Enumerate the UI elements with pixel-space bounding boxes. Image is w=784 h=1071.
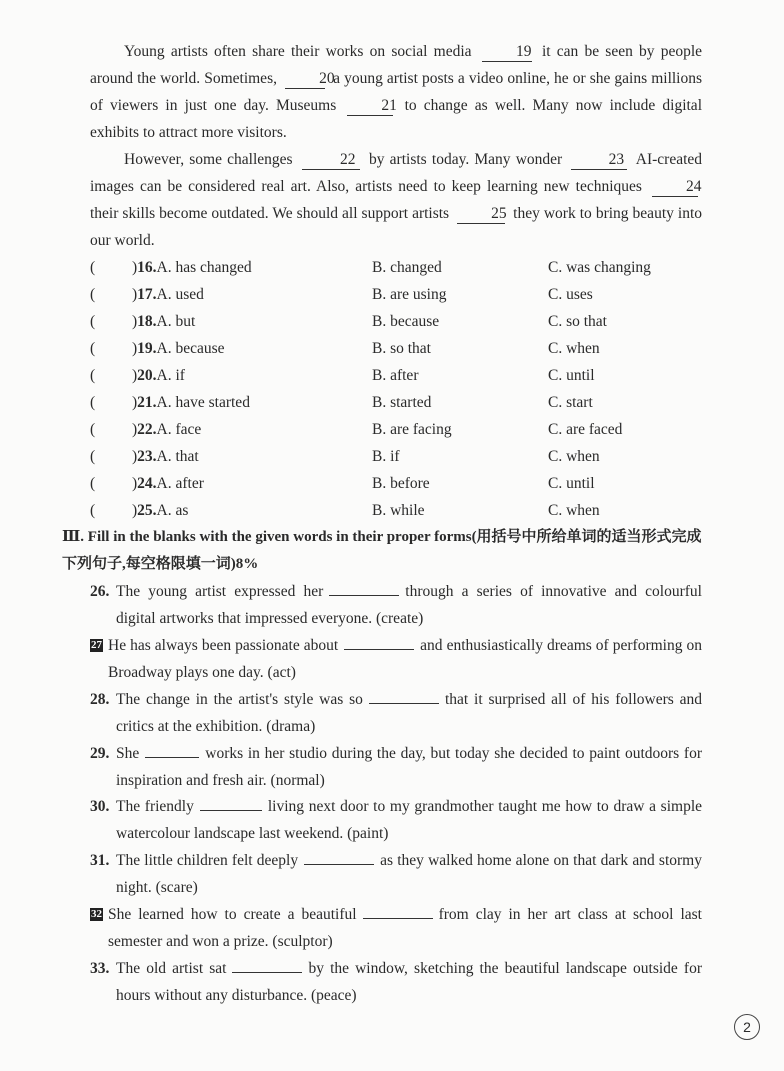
option-row[interactable]: ( )19.A. because B. so that C. when — [90, 340, 600, 357]
option-row[interactable]: ( )17.A. used B. are using C. uses — [90, 286, 593, 303]
option-row[interactable]: ( )22.A. face B. are facing C. are faced — [90, 421, 623, 438]
passage-paragraph-1 — [90, 38, 702, 146]
option-row[interactable]: ( )21.A. have started B. started C. start — [90, 394, 593, 411]
question-item: 33. The old artist sat by the window, sketching the beautiful landscape outside for hours without any disturbance. (peace) — [90, 955, 702, 1009]
blank-23: 23 — [571, 151, 627, 170]
question-number: 30. — [90, 798, 110, 815]
question-item: 32 She learned how to create a beautiful from clay in her art class at school last semester and won a prize. (sculptor) — [91, 906, 702, 950]
answer-blank[interactable] — [200, 796, 262, 811]
section-heading — [62, 524, 710, 578]
answer-blank[interactable] — [344, 635, 414, 650]
answer-blank[interactable] — [369, 689, 439, 704]
blank-21: 21 — [347, 97, 393, 116]
question-item: 31. The little children felt deeply as they walked home alone on that dark and stormy night. (scare) — [90, 847, 702, 901]
question-number: 32 — [91, 908, 102, 920]
passage-text: their skills become outdated. We should all support artists — [90, 205, 450, 222]
option-row[interactable]: ( )16.A. has changed B. changed C. was changing — [90, 259, 651, 276]
passage-text: However, some challenges — [124, 151, 293, 168]
question-item: 26. The young artist expressed her through a series of innovative and colourful digital artworks that impressed everyone. (create) — [90, 578, 702, 632]
answer-blank[interactable] — [304, 850, 374, 865]
question-number: 27 — [91, 639, 102, 651]
question-number: 26. — [90, 583, 110, 600]
answer-blank[interactable] — [232, 958, 302, 973]
question-number: 31. — [90, 852, 110, 869]
option-row[interactable]: ( )24.A. after B. before C. until — [90, 475, 595, 492]
passage-text: Young artists often share their works on social media — [124, 43, 472, 60]
option-row[interactable]: ( )23.A. that B. if C. when — [90, 448, 600, 465]
passage-paragraph-2 — [90, 146, 702, 254]
question-number: 33. — [90, 960, 110, 977]
section-number: Ⅲ. — [62, 529, 85, 545]
blank-22: 22 — [302, 151, 360, 170]
question-number: 28. — [90, 691, 110, 708]
passage-text: a young artist posts a video online, he or she gains millions of viewers in just one day. Museums — [90, 70, 703, 114]
blank-19: 19 — [482, 43, 532, 62]
passage-text: by artists today. Many wonder — [368, 151, 563, 168]
option-row[interactable]: ( )25.A. as B. while C. when — [90, 502, 600, 519]
answer-blank[interactable] — [363, 904, 433, 919]
question-item: 28. The change in the artist's style was so that it surprised all of his followers and critics at the exhibition. (drama) — [90, 686, 702, 740]
section-instruction: Fill in the blanks with the given words in their proper forms(用括号中所给单词的适当形式完成下列句子,每空格限填一词)8% — [62, 529, 702, 572]
page-number: 2 — [734, 1014, 760, 1040]
blank-24: 24 — [652, 178, 698, 197]
passage-text: it can be seen by people around the world. Sometimes, — [90, 43, 703, 87]
blank-20: 20 — [285, 70, 325, 89]
question-item: 29. She works in her studio during the day, but today she decided to paint outdoors for inspiration and fresh air. (normal) — [90, 740, 702, 794]
option-row[interactable]: ( )18.A. but B. because C. so that — [90, 313, 607, 330]
passage-text: to change as well. Many now include digital exhibits to attract more visitors. — [90, 97, 702, 141]
blank-25: 25 — [457, 205, 505, 224]
option-row[interactable]: ( )20.A. if B. after C. until — [90, 367, 595, 384]
question-item: 30. The friendly living next door to my grandmother taught me how to draw a simple watercolour landscape last weekend. (paint) — [90, 793, 702, 847]
answer-blank[interactable] — [145, 743, 199, 758]
question-number: 29. — [90, 745, 110, 762]
passage-text: they work to bring beauty into our world. — [90, 205, 703, 249]
question-item: 27 He has always been passionate about and enthusiastically dreams of performing on Broadway plays one day. (act) — [91, 637, 702, 681]
passage-text: AI-created images can be considered real art. Also, artists need to keep learning new techniques — [90, 151, 703, 195]
answer-blank[interactable] — [329, 581, 399, 596]
